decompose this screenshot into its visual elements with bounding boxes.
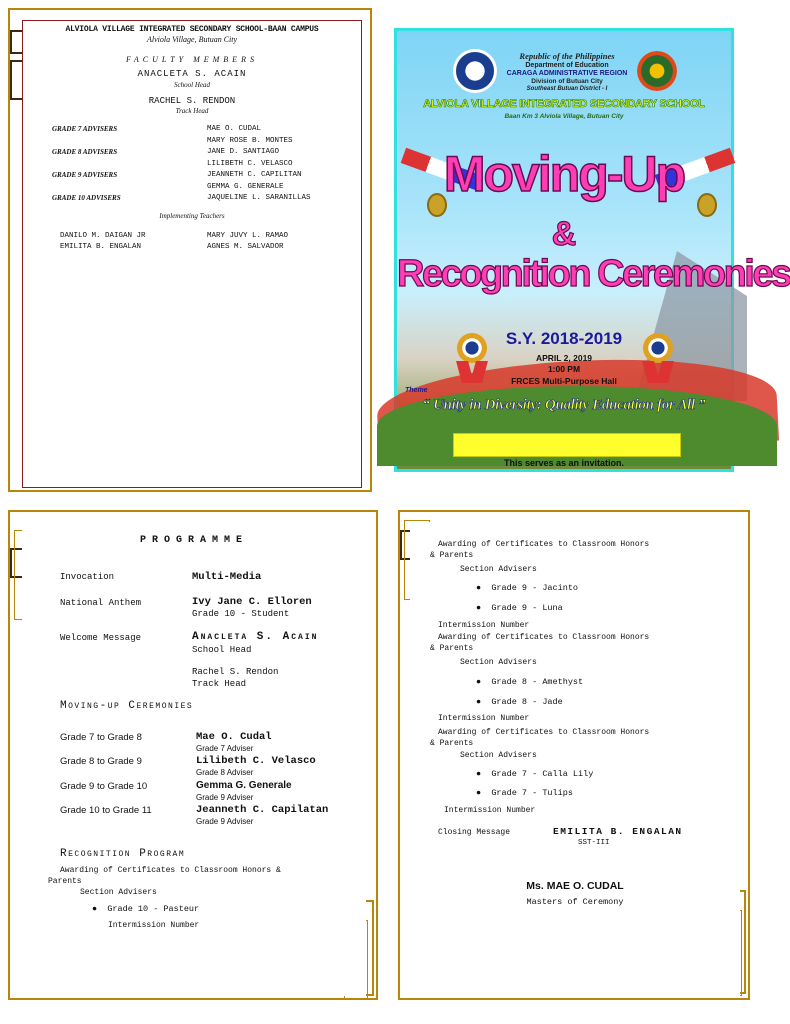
poster-republic: Republic of the Philippines	[519, 51, 615, 61]
poster-title-recognition: Recognition Ceremonies	[397, 253, 790, 295]
programme-presenter-role: School Head	[192, 645, 252, 655]
bullet-item: ● Grade 7 - Calla Lily	[476, 769, 594, 779]
teacher-name: AGNES M. SALVADOR	[207, 243, 284, 251]
bullet-item-label: Grade 9 - Jacinto	[491, 583, 579, 593]
closing-presenter-role: SST-III	[578, 839, 610, 847]
head-role: School Head	[174, 81, 210, 89]
poster-invite: This serves as an invitation.	[503, 458, 625, 468]
poster-theme-label: Theme	[405, 387, 428, 394]
mc-name: Ms. MAE O. CUDAL	[526, 880, 624, 892]
bullet-item: ● Grade 9 - Luna	[476, 603, 563, 613]
school-address: Alviola Village, Butuan City	[146, 35, 238, 44]
moving-grade: Grade 9 to Grade 10	[60, 781, 148, 792]
moving-adviser: Gemma G. Generale	[196, 780, 292, 791]
programme-heading: PROGRAMME	[139, 535, 248, 546]
programme-item: Welcome Message	[60, 633, 142, 643]
programme-presenter-role: Grade 10 - Student	[192, 609, 290, 619]
awarding-text: Parents	[48, 877, 82, 886]
intermission-number: Intermission Number	[444, 806, 536, 815]
adviser-name: JAQUELINE L. SARANILLAS	[207, 194, 311, 202]
adviser-name: GEMMA G. GENERALE	[207, 183, 284, 191]
programme-item: Invocation	[60, 572, 115, 582]
adviser-label: GRADE 7 ADVISERS	[52, 125, 118, 133]
school-name: ALVIOLA VILLAGE INTEGRATED SECONDARY SCHOOL-BAAN CAMPUS	[65, 25, 319, 34]
awarding-text: Awarding of Certificates to Classroom Honors	[438, 540, 650, 549]
awarding-text: & Parents	[430, 739, 474, 748]
adviser-label: GRADE 9 ADVISERS	[52, 171, 118, 179]
poster-school-year: S.Y. 2018-2019	[505, 329, 623, 348]
closing-label: Closing Message	[438, 828, 511, 837]
poster-dept: Department of Education	[525, 62, 609, 69]
adviser-name: MAE O. CUDAL	[207, 125, 262, 133]
bullet-item-label: Grade 10 - Pasteur	[107, 904, 200, 914]
poster-division: Division of Butuan City	[531, 78, 603, 85]
section-advisers: Section Advisers	[460, 565, 537, 574]
bullet-item: ● Grade 7 - Tulips	[476, 788, 573, 798]
moving-adviser-role: Grade 9 Adviser	[196, 817, 254, 826]
adviser-label: GRADE 10 ADVISERS	[52, 194, 121, 202]
invitee-name-box	[453, 433, 681, 457]
moving-grade: Grade 10 to Grade 11	[60, 805, 152, 816]
faculty-page	[22, 20, 362, 488]
poster-venue: FRCES Multi-Purpose Hall	[511, 376, 617, 386]
awarding-text: Awarding of Certificates to Classroom Honors	[438, 633, 650, 642]
programme-presenter-role: Track Head	[192, 679, 247, 689]
programme-item: National Anthem	[60, 598, 142, 608]
bullet-item: ● Grade 10 - Pasteur	[92, 904, 200, 914]
section-advisers: Section Advisers	[460, 658, 537, 667]
bullet-item: ● Grade 9 - Jacinto	[476, 583, 579, 593]
invitation-poster	[394, 28, 790, 472]
moving-adviser: Mae O. Cudal	[196, 731, 272, 743]
poster-region: CARAGA ADMINISTRATIVE REGION	[506, 70, 628, 77]
bullet-item-label: Grade 7 - Calla Lily	[491, 769, 594, 779]
closing-presenter: EMILITA B. ENGALAN	[553, 826, 683, 837]
intermission-number: Intermission Number	[108, 921, 200, 930]
moving-adviser-role: Grade 9 Adviser	[196, 793, 254, 802]
adviser-name: JANE D. SANTIAGO	[207, 148, 280, 156]
moving-adviser-role: Grade 8 Adviser	[196, 768, 254, 777]
awarding-text: & Parents	[430, 644, 474, 653]
programme-presenter: Anacleta S. Acain	[192, 631, 319, 643]
teacher-name: DANILO M. DAIGAN JR	[60, 232, 146, 240]
teacher-name: EMILITA B. ENGALAN	[60, 243, 142, 251]
programme-presenter: Rachel S. Rendon	[192, 667, 279, 677]
poster-school: ALVIOLA VILLAGE INTEGRATED SECONDARY SCHOOL	[423, 98, 705, 110]
poster-district: Southeast Butuan District - I	[526, 86, 608, 92]
awarding-text: Awarding of Certificates to Classroom Honors &	[60, 866, 281, 875]
awarding-text: Awarding of Certificates to Classroom Honors	[438, 728, 650, 737]
bullet-item: ● Grade 8 - Amethyst	[476, 677, 584, 687]
intermission-number: Intermission Number	[438, 714, 530, 723]
adviser-name: MARY ROSE B. MONTES	[207, 137, 293, 145]
faculty-heading: FACULTY MEMBERS	[126, 55, 258, 64]
adviser-name: LILIBETH C. VELASCO	[207, 160, 293, 168]
moving-grade: Grade 7 to Grade 8	[60, 732, 142, 743]
bullet-item-label: Grade 8 - Amethyst	[491, 677, 584, 687]
moving-adviser-role: Grade 7 Adviser	[196, 744, 254, 753]
programme-presenter: Multi-Media	[192, 571, 262, 583]
moving-adviser: Lilibeth C. Velasco	[196, 755, 316, 767]
poster-ampersand: &	[551, 215, 577, 253]
mc-role: Masters of Ceremony	[526, 897, 624, 907]
bullet-item-label: Grade 9 - Luna	[491, 603, 563, 613]
poster-address: Baan Km 3 Alviola Village, Butuan City	[504, 113, 624, 120]
recognition-heading: Recognition Program	[60, 848, 186, 860]
bullet-item-label: Grade 8 - Jade	[491, 697, 563, 707]
moving-grade: Grade 8 to Grade 9	[60, 756, 142, 767]
section-advisers: Section Advisers	[80, 888, 157, 897]
bullet-item-label: Grade 7 - Tulips	[491, 788, 573, 798]
section-advisers: Section Advisers	[460, 751, 537, 760]
track-name: RACHEL S. RENDON	[148, 96, 236, 106]
head-name: ANACLETA S. ACAIN	[137, 69, 247, 79]
adviser-name: JEANNETH C. CAPILITAN	[207, 171, 302, 179]
moving-adviser: Jeanneth C. Capilatan	[196, 804, 329, 816]
adviser-label: GRADE 8 ADVISERS	[52, 148, 118, 156]
teacher-name: MARY JUVY L. RAMAO	[207, 232, 289, 240]
programme-presenter: Ivy Jane C. Elloren	[192, 596, 312, 608]
track-role: Track Head	[175, 107, 209, 115]
bullet-item: ● Grade 8 - Jade	[476, 697, 563, 707]
awarding-text: & Parents	[430, 551, 474, 560]
poster-title-moving-up: Moving-Up	[443, 146, 685, 202]
poster-time: 1:00 PM	[547, 364, 581, 374]
moving-up-heading: Moving-up Ceremonies	[60, 700, 194, 712]
poster-date: APRIL 2, 2019	[535, 353, 593, 363]
poster-theme: “ Unity in Diversity: Quality Education for All ”	[422, 397, 706, 413]
intermission-number: Intermission Number	[438, 621, 530, 630]
implementing-heading: Implementing Teachers	[159, 212, 225, 220]
